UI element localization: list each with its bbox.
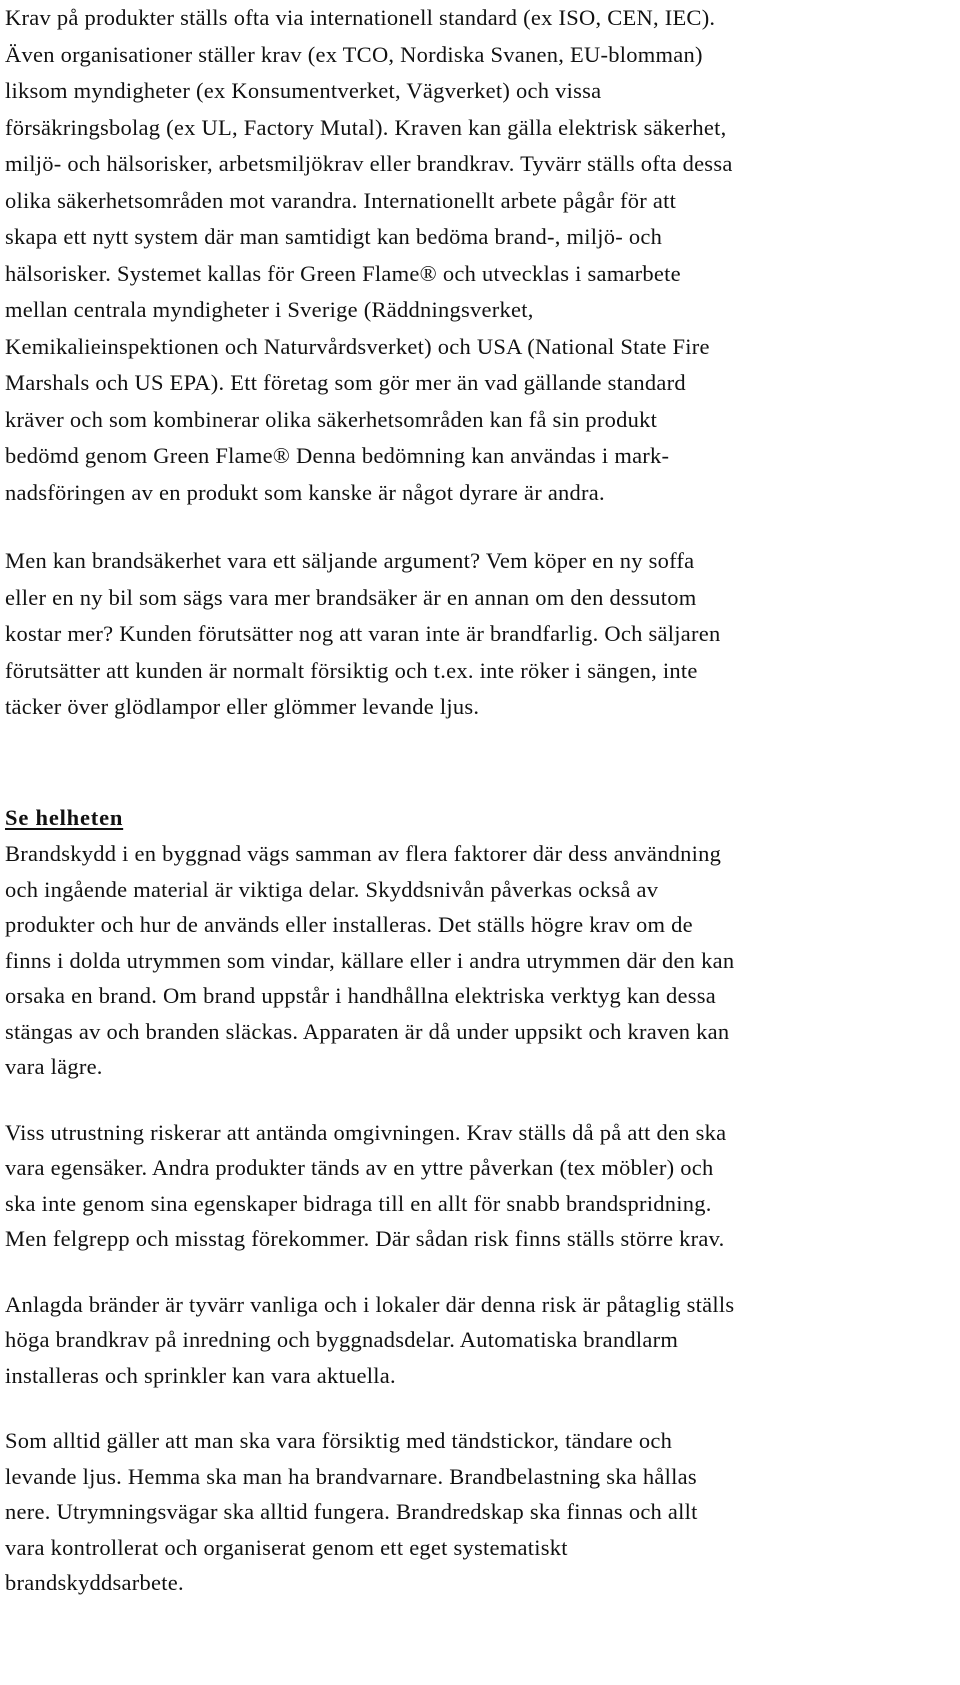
text-line: försäkringsbolag (ex UL, Factory Mutal). Kraven kan gälla elektrisk säkerhet, xyxy=(5,114,727,140)
text-line: Viss utrustning riskerar att antända omgivningen. Krav ställs då på att den ska xyxy=(5,1119,727,1145)
text-line: Även organisationer ställer krav (ex TCO, Nordiska Svanen, EU-blomman) xyxy=(5,41,703,67)
text-line: vara egensäker. Andra produkter tänds av en yttre påverkan (tex möbler) och xyxy=(5,1155,714,1180)
paragraph-spacer xyxy=(5,511,955,543)
text-line: ska inte genom sina egenskaper bidraga till en allt för snabb brandspridning. xyxy=(5,1190,712,1216)
text-line: nadsföringen av en produkt som kanske är något dyrare är andra. xyxy=(5,479,605,505)
text-line: levande ljus. Hemma ska man ha brandvarnare. Brandbelastning ska hållas xyxy=(5,1463,697,1489)
paragraph-caution xyxy=(5,1423,955,1601)
text-line: bedömd genom Green Flame® Denna bedömning kan användas i mark- xyxy=(5,443,670,468)
text-line: nere. Utrymningsvägar ska alltid fungera. Brandredskap ska finnas och allt xyxy=(5,1499,698,1524)
text-line: stängas av och branden släckas. Apparaten är då under uppsikt och kraven kan xyxy=(5,1018,730,1044)
document-page xyxy=(5,0,955,1601)
text-line: liksom myndigheter (ex Konsumentverket, Vägverket) och vissa xyxy=(5,78,602,103)
text-line: hälsorisker. Systemet kallas för Green Flame® och utvecklas i samarbete xyxy=(5,260,681,286)
text-line: finns i dolda utrymmen som vindar, källare eller i andra utrymmen där den kan xyxy=(5,947,735,973)
text-line: produkter och hur de används eller installeras. Det ställs högre krav om de xyxy=(5,912,693,937)
text-line: förutsätter att kunden är normalt försiktig och t.ex. inte röker i sängen, inte xyxy=(5,657,698,683)
text-line: vara lägre. xyxy=(5,1054,103,1079)
text-line: höga brandkrav på inredning och byggnadsdelar. Automatiska brandlarm xyxy=(5,1327,679,1352)
paragraph-standards xyxy=(5,0,955,511)
text-line: kräver och som kombinerar olika säkerhetsområden kan få sin produkt xyxy=(5,406,658,432)
paragraph-spacer xyxy=(5,1085,955,1115)
text-line: orsaka en brand. Om brand uppstår i handhållna elektriska verktyg kan dessa xyxy=(5,983,717,1008)
text-line: Marshals och US EPA). Ett företag som gör mer än vad gällande standard xyxy=(5,370,686,395)
text-line: kostar mer? Kunden förutsätter nog att varan inte är brandfarlig. Och säljaren xyxy=(5,621,721,646)
text-line: täcker över glödlampor eller glömmer levande ljus. xyxy=(5,694,480,719)
paragraph-selling-argument xyxy=(5,543,955,726)
text-line: Men kan brandsäkerhet vara ett säljande argument? Vem köper en ny soffa xyxy=(5,548,695,573)
text-line: skapa ett nytt system där man samtidigt kan bedöma brand-, miljö- och xyxy=(5,224,663,249)
text-line: Anlagda bränder är tyvärr vanliga och i lokaler där denna risk är påtaglig ställs xyxy=(5,1291,735,1317)
text-line: och ingående material är viktiga delar. Skyddsnivån påverkas också av xyxy=(5,876,659,902)
text-line: miljö- och hälsorisker, arbetsmiljökrav eller brandkrav. Tyvärr ställs ofta dessa xyxy=(5,151,733,176)
text-line: Krav på produkter ställs ofta via internationell standard (ex ISO, CEN, IEC). xyxy=(5,5,716,30)
text-line: olika säkerhetsområden mot varandra. Internationellt arbete pågår för att xyxy=(5,187,677,213)
text-line: Kemikalieinspektionen och Naturvårdsverket) och USA (National State Fire xyxy=(5,333,710,359)
text-line: Som alltid gäller att man ska vara försiktig med tändstickor, tändare och xyxy=(5,1428,673,1453)
paragraph-arson xyxy=(5,1287,955,1394)
text-line: brandskyddsarbete. xyxy=(5,1570,184,1595)
text-line: mellan centrala myndigheter i Sverige (Räddningsverket, xyxy=(5,297,534,322)
paragraph-spacer xyxy=(5,1257,955,1287)
text-line: vara kontrollerat och organiserat genom ett eget systematiskt xyxy=(5,1534,568,1560)
text-line: eller en ny bil som sägs vara mer brandsäker är en annan om den dessutom xyxy=(5,584,697,610)
text-line: Brandskydd i en byggnad vägs samman av flera faktorer där dess användning xyxy=(5,841,722,866)
text-line: Men felgrepp och misstag förekommer. Där sådan risk finns ställs större krav. xyxy=(5,1226,725,1251)
paragraph-fire-protection xyxy=(5,836,955,1085)
text-line: installeras och sprinkler kan vara aktuella. xyxy=(5,1362,396,1388)
section-spacer xyxy=(5,726,955,800)
paragraph-equipment-risk xyxy=(5,1115,955,1257)
paragraph-spacer xyxy=(5,1393,955,1423)
section-heading: Se helheten xyxy=(5,804,124,830)
